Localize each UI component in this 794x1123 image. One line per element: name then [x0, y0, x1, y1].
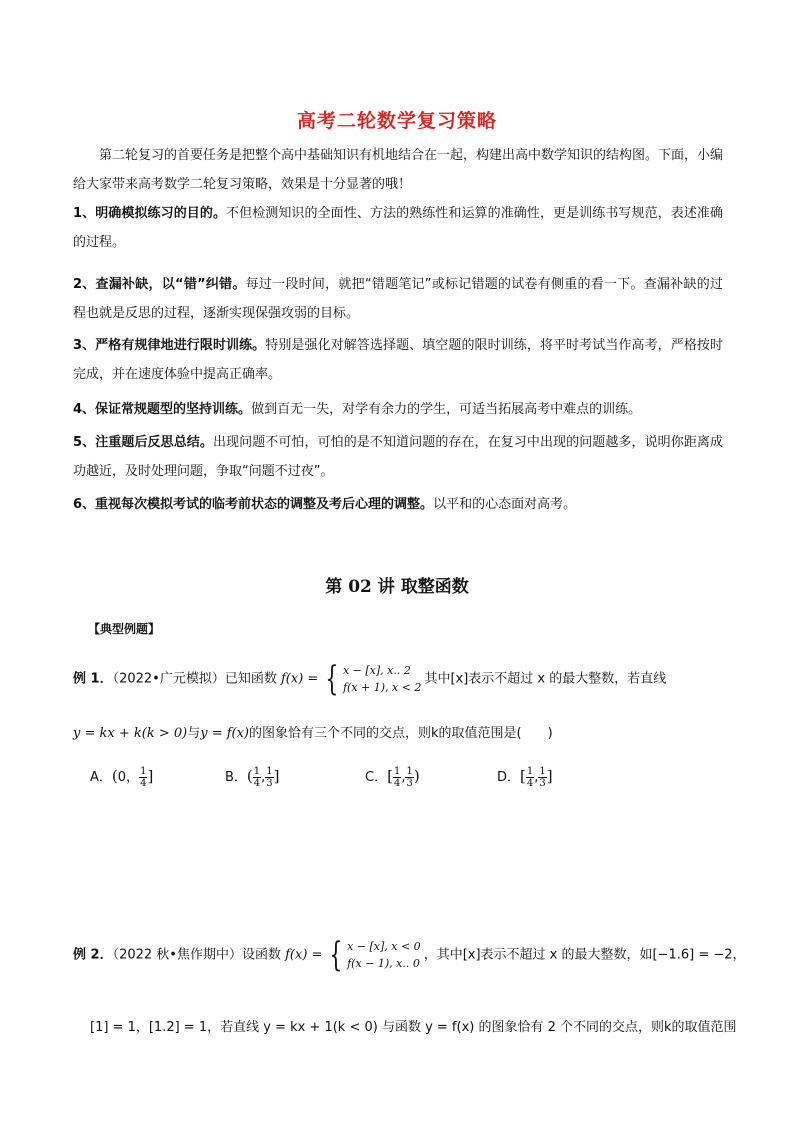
tip-number: 2、 — [73, 277, 96, 292]
tip-1 — [73, 199, 723, 257]
tip-heading: 重视每次模拟考试的临考前状态的调整及考后心理的调整。 — [95, 497, 434, 512]
section-tag: 【典型例题】 — [88, 622, 161, 636]
example-source: （2022 秋•焦作期中） — [112, 947, 242, 963]
document-title: 高考二轮数学复习策略 — [296, 110, 497, 132]
tip-heading: 明确模拟练习的目的。 — [95, 206, 227, 221]
tip-body: 特别是强化对解答选择题、填空题的限时训练，将平时考试当作高考，严格按时完成，并在速度体验中提高正确率。 — [73, 338, 723, 382]
numerator: 1 — [393, 766, 401, 777]
tip-number: 5、 — [73, 435, 96, 450]
tip-number: 4、 — [73, 402, 96, 417]
numerator: 1 — [406, 766, 413, 777]
piecewise-cases — [343, 662, 421, 696]
example-text: 的图象恰有三个不同的交点，则k的取值范围是( ) — [249, 726, 553, 741]
example-label: 例 1． — [73, 671, 113, 687]
tip-3 — [73, 331, 723, 389]
tip-heading: 保证常规题型的坚持训练。 — [95, 402, 252, 417]
option-label: C． — [365, 770, 388, 785]
line-equation: y = kx + k(k > 0) — [73, 726, 188, 741]
brace-symbol: { — [329, 935, 343, 975]
option-c: C．[ $\frac{1}{4}$ , $\frac{1}{3}$ ) — [365, 766, 420, 789]
example-text: 与 — [187, 726, 201, 741]
tip-heading: 严格有规律地进行限时训练。 — [95, 338, 266, 353]
denominator: 4 — [526, 778, 534, 789]
example-2-line-2: [1] = 1，[1.2] = 1，若直线 y = kx + 1(k < 0) 与函数 y = f(x) 的图象恰有 2 个不同的交点，则k的取值范围 — [90, 1020, 737, 1035]
bracket: ] — [147, 767, 154, 785]
option-label: B． — [225, 770, 247, 785]
denominator: 3 — [406, 778, 413, 789]
tip-number: 1、 — [73, 206, 96, 221]
example-1-line-1 — [73, 659, 667, 699]
function-name: f(x) = — [285, 947, 323, 963]
tip-2 — [73, 270, 723, 328]
tip-6 — [73, 490, 723, 519]
lecture-title: 第 02 讲 取整函数 — [325, 577, 469, 597]
tip-4 — [73, 395, 723, 424]
example-text: 已知函数 — [224, 671, 277, 687]
numerator: 1 — [140, 766, 147, 777]
tip-5 — [73, 428, 723, 486]
case-2: f(x − 1), x.. 0 — [347, 957, 420, 970]
case-2: f(x + 1), x < 2 — [342, 681, 422, 694]
denominator: 4 — [393, 778, 401, 789]
denominator: 3 — [539, 778, 546, 789]
function-equation: y = f(x) — [200, 726, 250, 741]
bracket: ( — [111, 767, 118, 785]
bracket: [ — [520, 767, 526, 785]
option-d: D．[ $\frac{1}{4}$ , $\frac{1}{3}$ ] — [497, 766, 553, 789]
piecewise-function — [321, 659, 422, 699]
example-label: 例 2． — [73, 947, 113, 963]
example-1-line-2 — [73, 722, 553, 741]
tip-body: 每过一段时间，就把“错题笔记”或标记错题的试卷有侧重的看一下。查漏补缺的过程也就是反思的过程，逐渐实现保强攻弱的目标。 — [73, 277, 723, 321]
brace-symbol: { — [325, 659, 339, 699]
tip-body: 做到百无一失，对学有余力的学生，可适当拓展高考中难点的训练。 — [251, 402, 642, 417]
case-1: x − [x], x.. 2 — [342, 664, 411, 677]
fraction — [265, 766, 273, 789]
example-text: 其中[x]表示不超过 x 的最大整数，若直线 — [424, 671, 667, 687]
denominator: 4 — [253, 778, 261, 789]
function-name: f(x) = — [281, 671, 319, 687]
bracket: ) — [413, 767, 420, 785]
fraction — [405, 766, 413, 789]
tip-body: 以平和的心态面对高考。 — [433, 497, 577, 512]
bracket: ] — [546, 767, 553, 785]
option-label: A． — [90, 770, 112, 785]
numerator: 1 — [253, 766, 261, 777]
example-2-line-1 — [73, 935, 746, 975]
numerator: 1 — [526, 766, 534, 777]
option-b: B．( $\frac{1}{4}$ , $\frac{1}{3}$ ] — [225, 766, 280, 789]
fraction — [538, 766, 546, 789]
example-text: 设函数 — [241, 947, 281, 963]
option-label: D． — [497, 770, 521, 785]
piecewise-function — [325, 935, 421, 975]
piecewise-cases — [347, 938, 421, 972]
bracket: [ — [387, 767, 393, 785]
tip-heading: 查漏补缺，以“错”纠错。 — [95, 277, 246, 292]
bracket: ( — [246, 767, 253, 785]
tip-number: 3、 — [73, 338, 96, 353]
case-1: x − [x], x < 0 — [347, 940, 421, 953]
numerator: 1 — [539, 766, 546, 777]
tip-heading: 注重题后反思总结。 — [95, 435, 213, 450]
example-text: ，其中[x]表示不超过 x 的最大整数，如[−1.6] = −2， — [423, 947, 746, 963]
tip-body: 出现问题不可怕，可怕的是不知道问题的存在，在复习中出现的问题越多，说明你距离成功越近，及时处理问题，争取“问题不过夜”。 — [73, 435, 723, 479]
numerator: 1 — [266, 766, 273, 777]
tip-body: 不但检测知识的全面性、方法的熟练性和运算的准确性，更是训练书写规范，表述准确的过程。 — [73, 206, 723, 250]
option-a — [90, 766, 153, 789]
tip-number: 6、 — [73, 497, 96, 512]
comma: ， — [126, 770, 140, 785]
denominator: 3 — [266, 778, 273, 789]
intro-paragraph: 第二轮复习的首要任务是把整个高中基础知识有机地结合在一起，构建出高中数学知识的结构图。下面，小编给大家带来高考数学二轮复习策略，效果是十分显著的哦！ — [73, 148, 724, 192]
option-value: 0 — [117, 770, 127, 785]
bracket: ] — [273, 767, 280, 785]
fraction — [526, 766, 534, 789]
example-source: （2022•广元模拟） — [112, 671, 225, 687]
denominator: 4 — [140, 778, 147, 789]
fraction — [253, 766, 261, 789]
